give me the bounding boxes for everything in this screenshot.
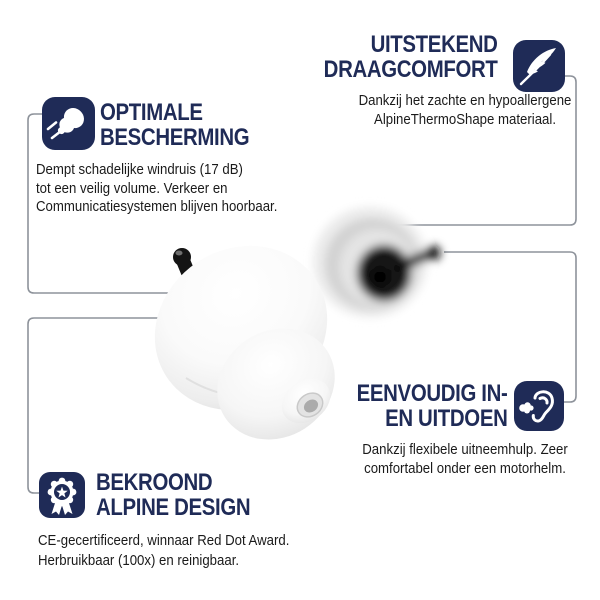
rear-earplug-blurred	[313, 207, 441, 317]
description-line: Dankzij het zachte en hypoallergene	[358, 92, 572, 109]
title-line: EN UITDOEN	[384, 404, 507, 432]
description-line: Dankzij flexibele uitneemhulp. Zeer	[362, 441, 568, 458]
title-line: BESCHERMING	[100, 123, 250, 151]
feature-title	[356, 382, 507, 431]
feature-description	[36, 161, 277, 217]
title-line: EENVOUDIG IN-	[356, 380, 507, 407]
description-line: Herbruikbaar (100x) en reinigbaar.	[38, 551, 240, 569]
ear-icon	[514, 381, 564, 431]
award-medal-icon	[39, 472, 85, 518]
feather-icon	[513, 40, 565, 92]
description-line: Dempt schadelijke windruis (17 dB)	[36, 161, 243, 178]
title-line: OPTIMALE	[100, 99, 203, 126]
feature-title	[100, 101, 249, 150]
feature-description	[355, 441, 575, 478]
feature-description	[355, 92, 575, 129]
description-line: AlpineThermoShape materiaal.	[374, 110, 556, 128]
title-line: ALPINE DESIGN	[96, 493, 251, 521]
feature-title	[96, 471, 250, 520]
description-line: CE-gecertificeerd, winnaar Red Dot Award.	[38, 532, 290, 549]
title-line: UITSTEKEND	[371, 31, 498, 58]
title-line: DRAAGCOMFORT	[324, 55, 498, 83]
description-line: Communicatiesystemen blijven hoorbaar.	[36, 198, 278, 215]
title-line: BEKROOND	[96, 469, 213, 496]
feature-description	[38, 531, 289, 570]
description-line: tot een veilig volume. Verkeer en	[36, 179, 228, 197]
earplug-wind-icon	[42, 97, 95, 150]
feature-title	[324, 33, 498, 82]
description-line: comfortabel onder een motorhelm.	[364, 459, 566, 477]
